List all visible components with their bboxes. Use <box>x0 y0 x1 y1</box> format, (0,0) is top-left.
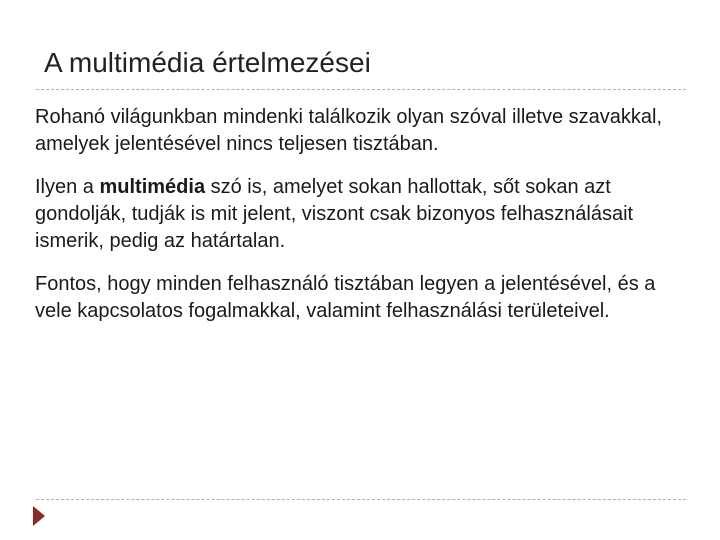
slide-body <box>35 104 695 341</box>
paragraph-2 <box>35 174 695 255</box>
paragraph-2-keyword: multimédia <box>99 176 206 198</box>
footer-divider <box>36 499 686 500</box>
paragraph-1: Rohanó világunkban mindenki találkozik olyan szóval illetve szavakkal, amelyek jelentésével nincs teljesen tisztában. <box>35 106 663 155</box>
play-arrow-icon[interactable] <box>33 506 45 526</box>
paragraph-3: Fontos, hogy minden felhasználó tisztában legyen a jelentésével, és a vele kapcsolatos fogalmakkal, valamint felhasználási területeivel. <box>35 273 656 322</box>
title-divider <box>36 89 686 90</box>
paragraph-2-end: szó is, amelyet sokan hallottak, sőt sokan azt gondolják, tudják is mit jelent, viszont csak bizonyos felhasználásait ismerik, pedig az határtalan. <box>35 176 634 252</box>
paragraph-2-start: Ilyen a <box>35 176 100 198</box>
slide-title: A multimédia értelmezései <box>44 47 371 78</box>
